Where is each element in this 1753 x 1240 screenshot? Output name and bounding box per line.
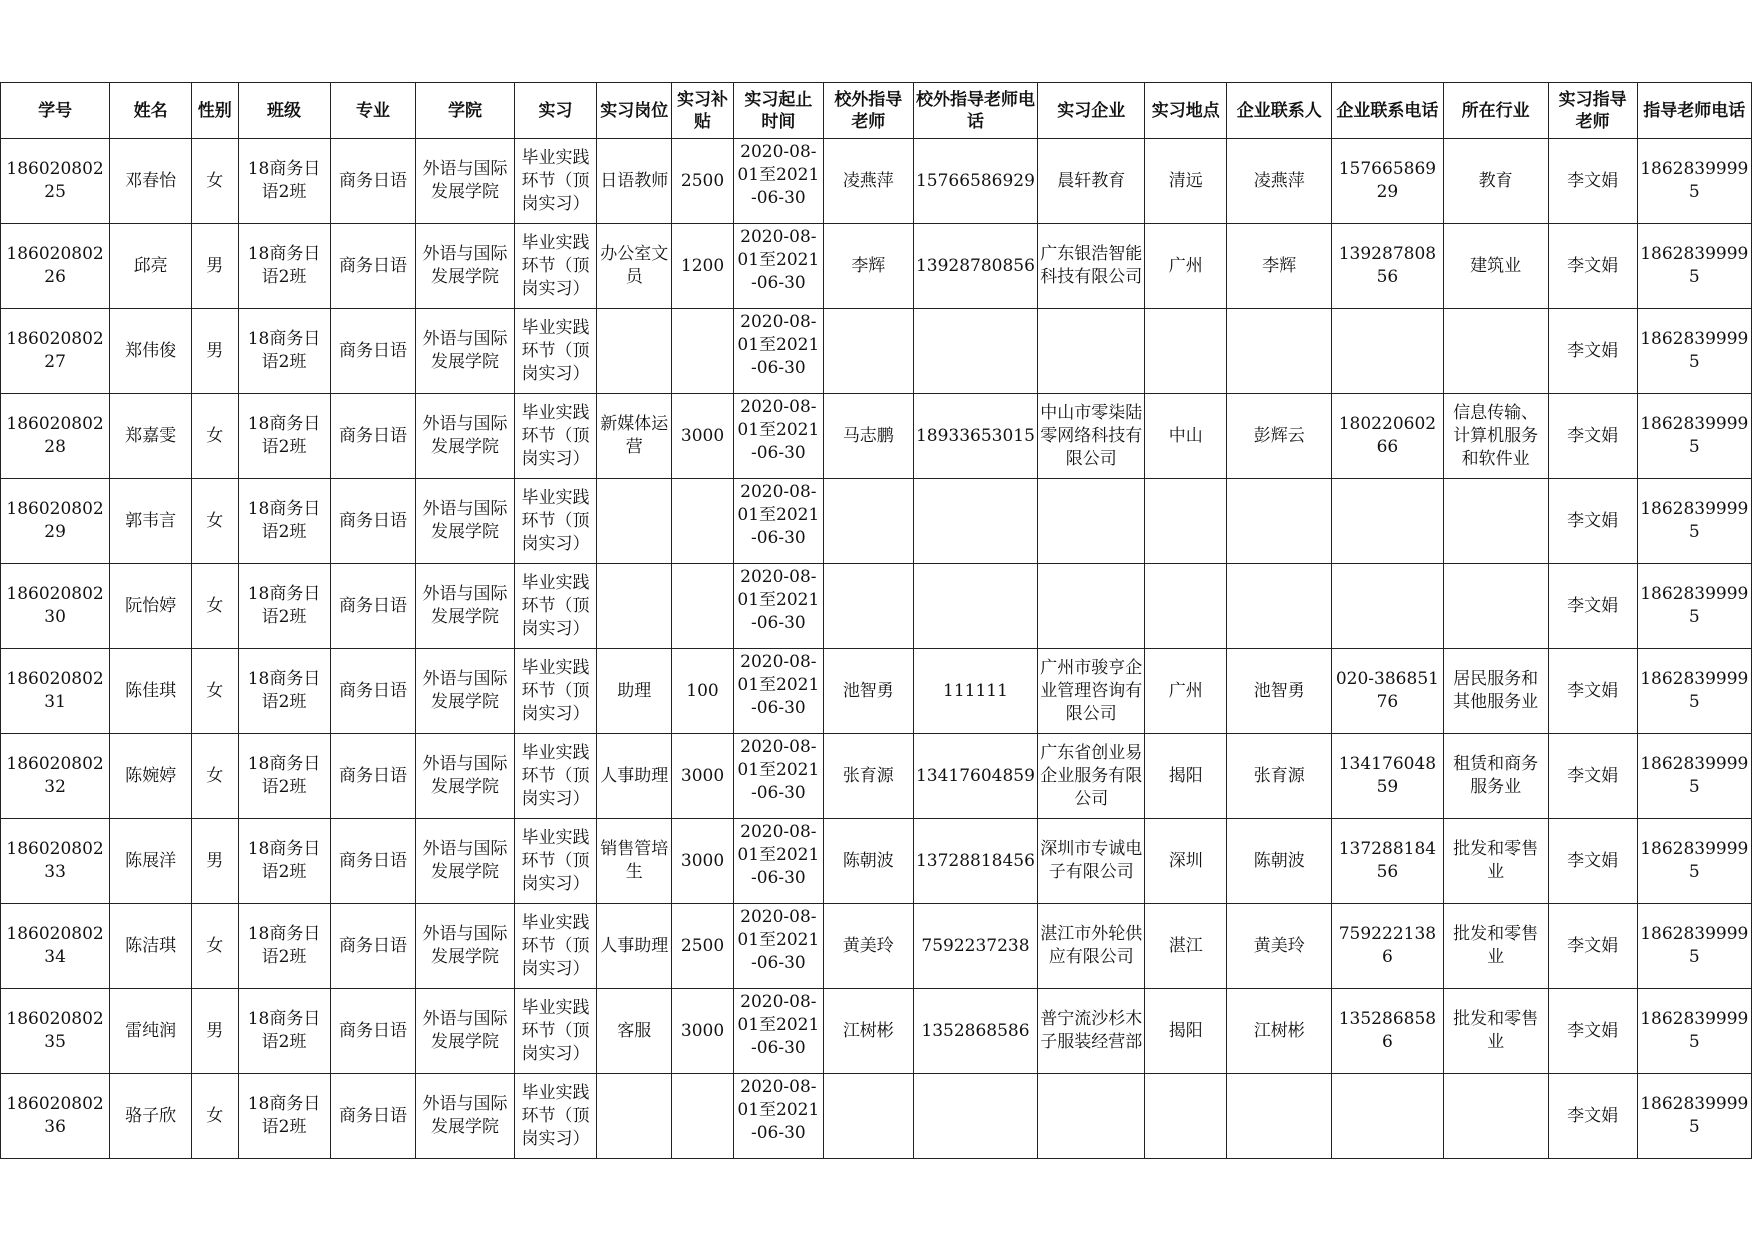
cell-industry: 批发和零售业 <box>1443 989 1548 1074</box>
cell-internship-type: 毕业实践环节（顶岗实习） <box>514 479 597 564</box>
cell-company-contact: 凌燕萍 <box>1227 139 1332 224</box>
cell-company-contact: 张育源 <box>1227 734 1332 819</box>
cell-major: 商务日语 <box>330 479 416 564</box>
cell-gender: 女 <box>192 139 239 224</box>
cell-internship-type: 毕业实践环节（顶岗实习） <box>514 734 597 819</box>
cell-name: 阮怡婷 <box>110 564 192 649</box>
cell-internship-advisor: 李文娟 <box>1548 564 1637 649</box>
cell-college: 外语与国际发展学院 <box>416 734 514 819</box>
cell-internship-type: 毕业实践环节（顶岗实习） <box>514 989 597 1074</box>
table-row <box>1 734 1752 819</box>
table-row <box>1 989 1752 1074</box>
cell-company <box>1038 1074 1145 1159</box>
cell-company-phone: 13928780856 <box>1332 224 1443 309</box>
cell-gender: 女 <box>192 649 239 734</box>
cell-position: 人事助理 <box>597 904 672 989</box>
spreadsheet-page <box>0 82 1753 1159</box>
table-row <box>1 309 1752 394</box>
cell-gender: 女 <box>192 394 239 479</box>
cell-class: 18商务日语2班 <box>238 224 330 309</box>
cell-gender: 女 <box>192 1074 239 1159</box>
cell-class: 18商务日语2班 <box>238 734 330 819</box>
period-text: 2020-08-01至2021-06-30 <box>737 311 820 378</box>
cell-external-advisor-phone: 13417604859 <box>913 734 1037 819</box>
cell-location: 清远 <box>1145 139 1227 224</box>
cell-company-phone <box>1332 309 1443 394</box>
table-row <box>1 1074 1752 1159</box>
cell-college: 外语与国际发展学院 <box>416 819 514 904</box>
header-company: 实习企业 <box>1038 83 1145 139</box>
cell-student-id: 18602080235 <box>1 989 110 1074</box>
cell-external-advisor-phone: 111111 <box>913 649 1037 734</box>
cell-advisor-phone: 18628399995 <box>1637 394 1751 479</box>
cell-major: 商务日语 <box>330 989 416 1074</box>
cell-gender: 男 <box>192 819 239 904</box>
header-major: 专业 <box>330 83 416 139</box>
cell-name: 陈展洋 <box>110 819 192 904</box>
cell-company <box>1038 479 1145 564</box>
cell-class: 18商务日语2班 <box>238 819 330 904</box>
cell-external-advisor: 马志鹏 <box>823 394 913 479</box>
cell-subsidy: 1200 <box>672 224 734 309</box>
period-text: 2020-08-01至2021-06-30 <box>737 906 820 973</box>
cell-subsidy: 2500 <box>672 904 734 989</box>
cell-subsidy <box>672 1074 734 1159</box>
cell-industry: 教育 <box>1443 139 1548 224</box>
cell-industry: 租赁和商务服务业 <box>1443 734 1548 819</box>
cell-period <box>733 394 823 479</box>
header-company-phone: 企业联系电话 <box>1332 83 1443 139</box>
header-subsidy: 实习补贴 <box>672 83 734 139</box>
header-industry: 所在行业 <box>1443 83 1548 139</box>
cell-internship-type: 毕业实践环节（顶岗实习） <box>514 309 597 394</box>
header-position: 实习岗位 <box>597 83 672 139</box>
cell-class: 18商务日语2班 <box>238 564 330 649</box>
cell-company-phone: 13417604859 <box>1332 734 1443 819</box>
cell-name: 陈洁琪 <box>110 904 192 989</box>
cell-internship-advisor: 李文娟 <box>1548 224 1637 309</box>
cell-position <box>597 309 672 394</box>
cell-company-contact <box>1227 564 1332 649</box>
cell-major: 商务日语 <box>330 139 416 224</box>
cell-period <box>733 564 823 649</box>
cell-subsidy <box>672 564 734 649</box>
cell-gender: 男 <box>192 309 239 394</box>
cell-industry: 信息传输、计算机服务和软件业 <box>1443 394 1548 479</box>
cell-external-advisor: 张育源 <box>823 734 913 819</box>
cell-period <box>733 734 823 819</box>
cell-period <box>733 649 823 734</box>
cell-internship-advisor: 李文娟 <box>1548 989 1637 1074</box>
cell-industry <box>1443 309 1548 394</box>
cell-location: 湛江 <box>1145 904 1227 989</box>
cell-class: 18商务日语2班 <box>238 649 330 734</box>
table-row <box>1 904 1752 989</box>
cell-student-id: 18602080233 <box>1 819 110 904</box>
cell-company: 湛江市外轮供应有限公司 <box>1038 904 1145 989</box>
cell-subsidy <box>672 479 734 564</box>
header-internship-advisor: 实习指导老师 <box>1548 83 1637 139</box>
cell-location <box>1145 1074 1227 1159</box>
cell-company: 广东银浩智能科技有限公司 <box>1038 224 1145 309</box>
cell-location: 揭阳 <box>1145 734 1227 819</box>
cell-college: 外语与国际发展学院 <box>416 309 514 394</box>
cell-major: 商务日语 <box>330 904 416 989</box>
cell-college: 外语与国际发展学院 <box>416 224 514 309</box>
cell-company-phone: 13728818456 <box>1332 819 1443 904</box>
cell-subsidy: 3000 <box>672 989 734 1074</box>
cell-industry: 建筑业 <box>1443 224 1548 309</box>
cell-company-phone: 15766586929 <box>1332 139 1443 224</box>
cell-internship-advisor: 李文娟 <box>1548 394 1637 479</box>
cell-location: 广州 <box>1145 649 1227 734</box>
period-text: 2020-08-01至2021-06-30 <box>737 566 820 633</box>
cell-external-advisor: 陈朝波 <box>823 819 913 904</box>
cell-external-advisor-phone: 13928780856 <box>913 224 1037 309</box>
header-gender: 性别 <box>192 83 239 139</box>
cell-external-advisor: 凌燕萍 <box>823 139 913 224</box>
cell-college: 外语与国际发展学院 <box>416 649 514 734</box>
cell-college: 外语与国际发展学院 <box>416 989 514 1074</box>
header-company-contact: 企业联系人 <box>1227 83 1332 139</box>
cell-internship-advisor: 李文娟 <box>1548 649 1637 734</box>
cell-company-contact: 池智勇 <box>1227 649 1332 734</box>
header-student-id: 学号 <box>1 83 110 139</box>
cell-external-advisor <box>823 309 913 394</box>
header-period: 实习起止时间 <box>733 83 823 139</box>
period-text: 2020-08-01至2021-06-30 <box>737 821 820 888</box>
cell-industry <box>1443 1074 1548 1159</box>
cell-location: 中山 <box>1145 394 1227 479</box>
cell-company-contact: 李辉 <box>1227 224 1332 309</box>
cell-external-advisor: 江树彬 <box>823 989 913 1074</box>
cell-class: 18商务日语2班 <box>238 394 330 479</box>
cell-external-advisor: 黄美玲 <box>823 904 913 989</box>
cell-major: 商务日语 <box>330 734 416 819</box>
cell-location <box>1145 309 1227 394</box>
cell-internship-type: 毕业实践环节（顶岗实习） <box>514 224 597 309</box>
cell-company-contact <box>1227 309 1332 394</box>
cell-location <box>1145 479 1227 564</box>
cell-external-advisor-phone <box>913 479 1037 564</box>
cell-advisor-phone: 18628399995 <box>1637 139 1751 224</box>
cell-company-phone <box>1332 1074 1443 1159</box>
cell-external-advisor-phone <box>913 1074 1037 1159</box>
cell-position: 日语教师 <box>597 139 672 224</box>
cell-location: 深圳 <box>1145 819 1227 904</box>
cell-major: 商务日语 <box>330 1074 416 1159</box>
cell-company: 普宁流沙杉木子服装经营部 <box>1038 989 1145 1074</box>
cell-subsidy: 2500 <box>672 139 734 224</box>
cell-class: 18商务日语2班 <box>238 139 330 224</box>
internship-table <box>0 82 1752 1159</box>
cell-company-phone: 1352868586 <box>1332 989 1443 1074</box>
cell-company-phone: 7592221386 <box>1332 904 1443 989</box>
cell-company-contact <box>1227 1074 1332 1159</box>
cell-college: 外语与国际发展学院 <box>416 479 514 564</box>
cell-company-contact <box>1227 479 1332 564</box>
table-body <box>1 139 1752 1159</box>
header-location: 实习地点 <box>1145 83 1227 139</box>
cell-position <box>597 479 672 564</box>
cell-company: 广东省创业易企业服务有限公司 <box>1038 734 1145 819</box>
cell-period <box>733 1074 823 1159</box>
cell-external-advisor-phone: 1352868586 <box>913 989 1037 1074</box>
cell-major: 商务日语 <box>330 649 416 734</box>
header-external-advisor-phone: 校外指导老师电话 <box>913 83 1037 139</box>
cell-internship-advisor: 李文娟 <box>1548 309 1637 394</box>
cell-student-id: 18602080232 <box>1 734 110 819</box>
cell-student-id: 18602080230 <box>1 564 110 649</box>
cell-gender: 男 <box>192 224 239 309</box>
cell-name: 郭韦言 <box>110 479 192 564</box>
cell-period <box>733 224 823 309</box>
cell-gender: 女 <box>192 734 239 819</box>
cell-company-contact: 黄美玲 <box>1227 904 1332 989</box>
cell-college: 外语与国际发展学院 <box>416 139 514 224</box>
cell-class: 18商务日语2班 <box>238 309 330 394</box>
cell-external-advisor-phone: 18933653015 <box>913 394 1037 479</box>
period-text: 2020-08-01至2021-06-30 <box>737 481 820 548</box>
cell-major: 商务日语 <box>330 394 416 479</box>
cell-gender: 男 <box>192 989 239 1074</box>
cell-gender: 女 <box>192 479 239 564</box>
cell-period <box>733 904 823 989</box>
header-external-advisor: 校外指导老师 <box>823 83 913 139</box>
cell-period <box>733 819 823 904</box>
cell-internship-type: 毕业实践环节（顶岗实习） <box>514 904 597 989</box>
cell-major: 商务日语 <box>330 224 416 309</box>
period-text: 2020-08-01至2021-06-30 <box>737 736 820 803</box>
cell-subsidy <box>672 309 734 394</box>
table-row <box>1 394 1752 479</box>
cell-external-advisor <box>823 564 913 649</box>
cell-class: 18商务日语2班 <box>238 989 330 1074</box>
header-internship-type: 实习 <box>514 83 597 139</box>
cell-gender: 女 <box>192 904 239 989</box>
cell-advisor-phone: 18628399995 <box>1637 904 1751 989</box>
cell-company-phone <box>1332 479 1443 564</box>
cell-internship-advisor: 李文娟 <box>1548 139 1637 224</box>
table-row <box>1 139 1752 224</box>
cell-external-advisor: 李辉 <box>823 224 913 309</box>
cell-company-contact: 陈朝波 <box>1227 819 1332 904</box>
cell-company-phone: 020-38685176 <box>1332 649 1443 734</box>
cell-internship-advisor: 李文娟 <box>1548 819 1637 904</box>
cell-internship-type: 毕业实践环节（顶岗实习） <box>514 649 597 734</box>
cell-college: 外语与国际发展学院 <box>416 564 514 649</box>
period-text: 2020-08-01至2021-06-30 <box>737 1076 820 1143</box>
cell-industry <box>1443 479 1548 564</box>
cell-position: 人事助理 <box>597 734 672 819</box>
cell-subsidy: 100 <box>672 649 734 734</box>
cell-company-phone: 18022060266 <box>1332 394 1443 479</box>
cell-major: 商务日语 <box>330 819 416 904</box>
cell-student-id: 18602080231 <box>1 649 110 734</box>
cell-student-id: 18602080225 <box>1 139 110 224</box>
cell-company-contact: 彭辉云 <box>1227 394 1332 479</box>
cell-external-advisor-phone: 15766586929 <box>913 139 1037 224</box>
cell-external-advisor <box>823 479 913 564</box>
cell-major: 商务日语 <box>330 564 416 649</box>
header-college: 学院 <box>416 83 514 139</box>
table-row <box>1 479 1752 564</box>
cell-internship-type: 毕业实践环节（顶岗实习） <box>514 564 597 649</box>
cell-name: 骆子欣 <box>110 1074 192 1159</box>
cell-industry: 居民服务和其他服务业 <box>1443 649 1548 734</box>
cell-student-id: 18602080229 <box>1 479 110 564</box>
cell-gender: 女 <box>192 564 239 649</box>
cell-company: 广州市骏亨企业管理咨询有限公司 <box>1038 649 1145 734</box>
cell-period <box>733 479 823 564</box>
cell-name: 陈婉婷 <box>110 734 192 819</box>
cell-advisor-phone: 18628399995 <box>1637 819 1751 904</box>
table-row <box>1 819 1752 904</box>
period-text: 2020-08-01至2021-06-30 <box>737 396 820 463</box>
cell-company-contact: 江树彬 <box>1227 989 1332 1074</box>
cell-position <box>597 1074 672 1159</box>
cell-position: 销售管培生 <box>597 819 672 904</box>
cell-period <box>733 989 823 1074</box>
cell-location: 广州 <box>1145 224 1227 309</box>
cell-period <box>733 139 823 224</box>
cell-industry: 批发和零售业 <box>1443 819 1548 904</box>
cell-industry <box>1443 564 1548 649</box>
cell-advisor-phone: 18628399995 <box>1637 564 1751 649</box>
header-class: 班级 <box>238 83 330 139</box>
cell-name: 邓春怡 <box>110 139 192 224</box>
cell-location <box>1145 564 1227 649</box>
cell-company <box>1038 564 1145 649</box>
cell-position: 新媒体运营 <box>597 394 672 479</box>
cell-period <box>733 309 823 394</box>
cell-advisor-phone: 18628399995 <box>1637 479 1751 564</box>
cell-college: 外语与国际发展学院 <box>416 1074 514 1159</box>
cell-location: 揭阳 <box>1145 989 1227 1074</box>
cell-external-advisor-phone: 7592237238 <box>913 904 1037 989</box>
cell-student-id: 18602080226 <box>1 224 110 309</box>
cell-internship-advisor: 李文娟 <box>1548 479 1637 564</box>
cell-position: 办公室文员 <box>597 224 672 309</box>
cell-subsidy: 3000 <box>672 734 734 819</box>
header-row <box>1 83 1752 139</box>
table-row <box>1 224 1752 309</box>
cell-name: 郑伟俊 <box>110 309 192 394</box>
cell-internship-advisor: 李文娟 <box>1548 904 1637 989</box>
cell-college: 外语与国际发展学院 <box>416 904 514 989</box>
cell-company <box>1038 309 1145 394</box>
cell-company: 深圳市专诚电子有限公司 <box>1038 819 1145 904</box>
period-text: 2020-08-01至2021-06-30 <box>737 141 820 208</box>
cell-subsidy: 3000 <box>672 394 734 479</box>
cell-class: 18商务日语2班 <box>238 479 330 564</box>
header-name: 姓名 <box>110 83 192 139</box>
cell-external-advisor-phone: 13728818456 <box>913 819 1037 904</box>
cell-company-phone <box>1332 564 1443 649</box>
cell-student-id: 18602080228 <box>1 394 110 479</box>
cell-student-id: 18602080227 <box>1 309 110 394</box>
cell-student-id: 18602080236 <box>1 1074 110 1159</box>
cell-name: 郑嘉雯 <box>110 394 192 479</box>
cell-name: 邱亮 <box>110 224 192 309</box>
cell-external-advisor: 池智勇 <box>823 649 913 734</box>
cell-internship-type: 毕业实践环节（顶岗实习） <box>514 1074 597 1159</box>
table-row <box>1 649 1752 734</box>
cell-subsidy: 3000 <box>672 819 734 904</box>
cell-student-id: 18602080234 <box>1 904 110 989</box>
cell-major: 商务日语 <box>330 309 416 394</box>
table-row <box>1 564 1752 649</box>
cell-internship-type: 毕业实践环节（顶岗实习） <box>514 819 597 904</box>
cell-external-advisor-phone <box>913 564 1037 649</box>
period-text: 2020-08-01至2021-06-30 <box>737 651 820 718</box>
cell-advisor-phone: 18628399995 <box>1637 224 1751 309</box>
cell-name: 雷纯润 <box>110 989 192 1074</box>
period-text: 2020-08-01至2021-06-30 <box>737 991 820 1058</box>
cell-class: 18商务日语2班 <box>238 1074 330 1159</box>
cell-position: 助理 <box>597 649 672 734</box>
cell-industry: 批发和零售业 <box>1443 904 1548 989</box>
cell-advisor-phone: 18628399995 <box>1637 734 1751 819</box>
cell-advisor-phone: 18628399995 <box>1637 309 1751 394</box>
cell-name: 陈佳琪 <box>110 649 192 734</box>
cell-advisor-phone: 18628399995 <box>1637 1074 1751 1159</box>
period-text: 2020-08-01至2021-06-30 <box>737 226 820 293</box>
cell-class: 18商务日语2班 <box>238 904 330 989</box>
cell-internship-type: 毕业实践环节（顶岗实习） <box>514 139 597 224</box>
cell-position: 客服 <box>597 989 672 1074</box>
cell-internship-advisor: 李文娟 <box>1548 734 1637 819</box>
cell-external-advisor <box>823 1074 913 1159</box>
cell-advisor-phone: 18628399995 <box>1637 989 1751 1074</box>
cell-company: 中山市零柒陆零网络科技有限公司 <box>1038 394 1145 479</box>
cell-position <box>597 564 672 649</box>
cell-company: 晨轩教育 <box>1038 139 1145 224</box>
cell-college: 外语与国际发展学院 <box>416 394 514 479</box>
cell-internship-advisor: 李文娟 <box>1548 1074 1637 1159</box>
cell-advisor-phone: 18628399995 <box>1637 649 1751 734</box>
cell-external-advisor-phone <box>913 309 1037 394</box>
cell-internship-type: 毕业实践环节（顶岗实习） <box>514 394 597 479</box>
header-advisor-phone: 指导老师电话 <box>1637 83 1751 139</box>
